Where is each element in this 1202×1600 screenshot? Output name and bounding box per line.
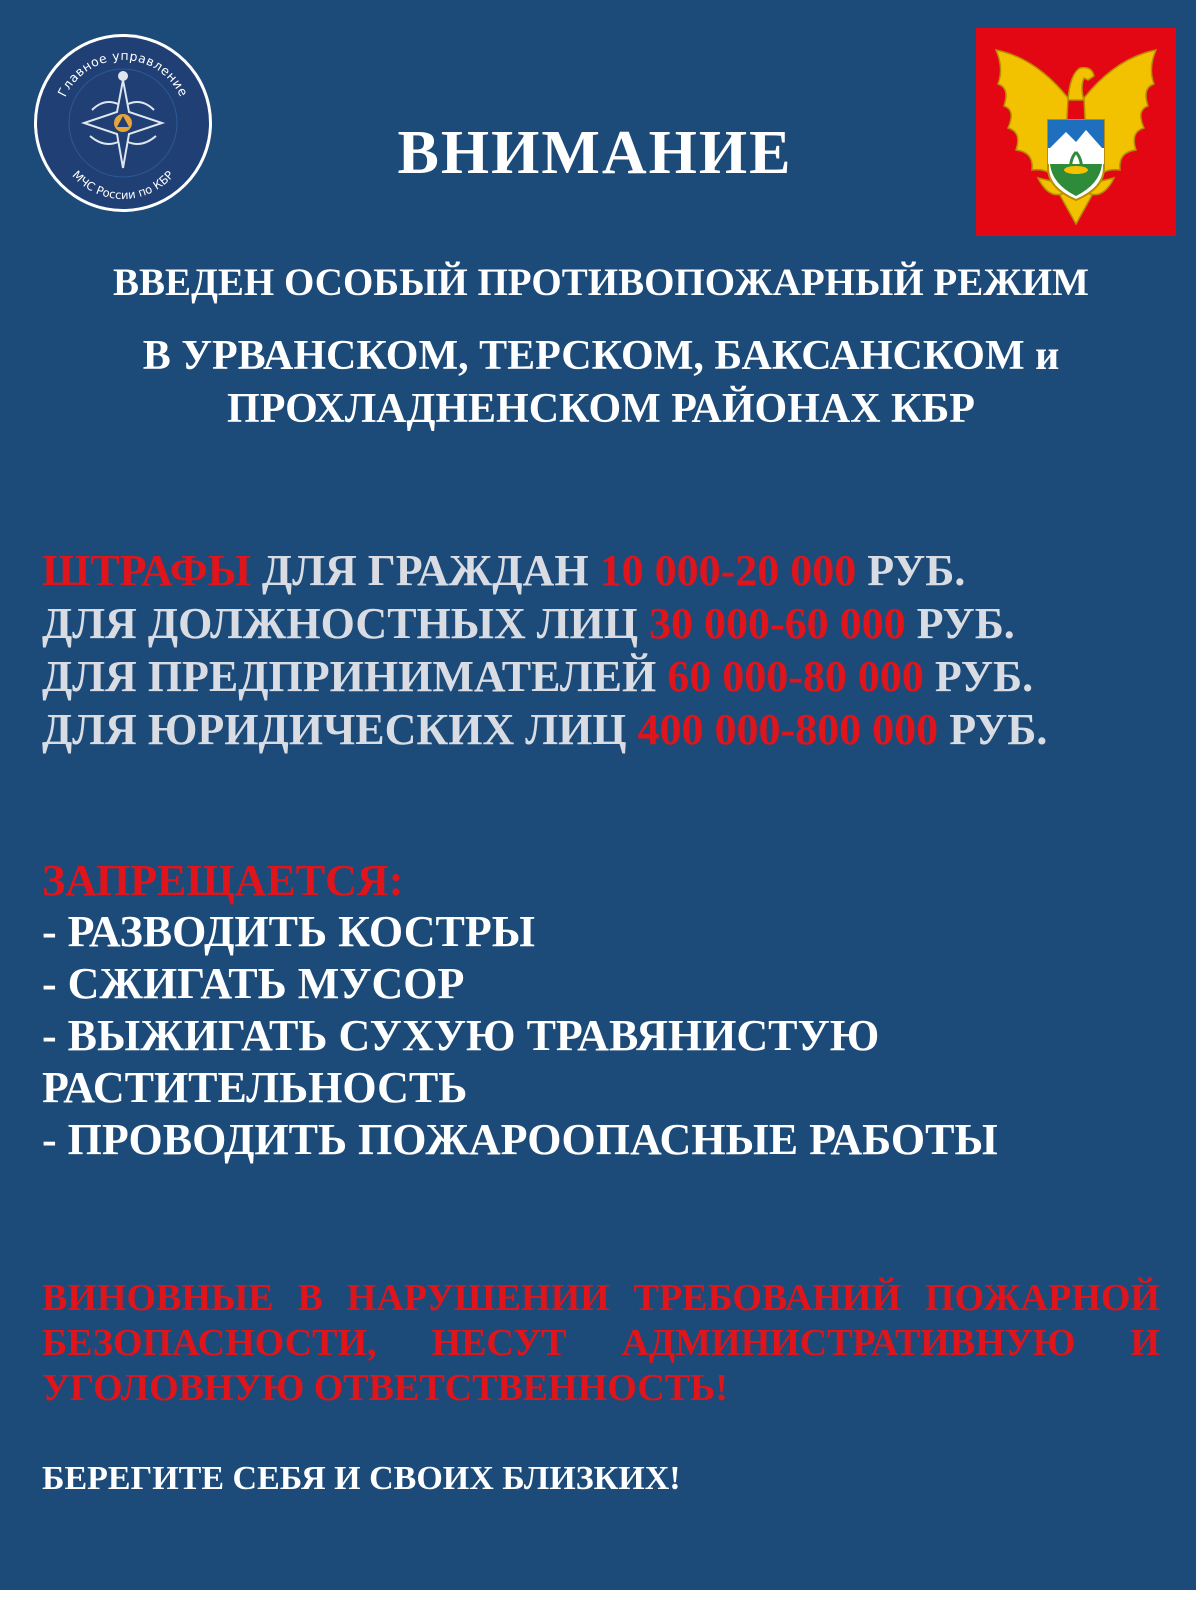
closing-message: БЕРЕГИТЕ СЕБЯ И СВОИХ БЛИЗКИХ! <box>42 1460 681 1497</box>
fine-row-entrepreneurs <box>42 650 1192 703</box>
fine-label: ДЛЯ ДОЛЖНОСТНЫХ ЛИЦ <box>42 599 638 648</box>
districts-line-1: В УРВАНСКОМ, ТЕРСКОМ, БАКСАНСКОМ и <box>142 333 1060 379</box>
kbr-coat-of-arms-icon <box>976 28 1176 236</box>
emercom-emblem-icon <box>32 32 214 214</box>
fines-block <box>42 544 1192 756</box>
list-item: - РАЗВОДИТЬ КОСТРЫ <box>42 907 535 956</box>
fine-unit: РУБ. <box>934 652 1034 701</box>
fine-amount: 60 000-80 000 <box>667 652 924 701</box>
liability-warning: ВИНОВНЫЕ В НАРУШЕНИИ ТРЕБОВАНИЙ ПОЖАРНОЙ БЕЗОПАСНОСТИ, НЕСУТ АДМИНИСТРАТИВНУЮ И УГОЛОВНУЮ ОТВЕТСТВЕННОСТЬ! <box>42 1277 1160 1409</box>
fine-unit: РУБ. <box>916 599 1015 648</box>
fine-label: ДЛЯ ПРЕДПРИНИМАТЕЛЕЙ <box>42 652 657 701</box>
page-title: ВНИМАНИЕ <box>397 119 793 187</box>
logo-top-text: Главное управление <box>54 47 192 100</box>
fine-row-officials <box>42 597 1192 650</box>
fine-label: ДЛЯ ГРАЖДАН <box>261 546 589 595</box>
fine-row-citizens <box>42 544 1192 597</box>
list-item: - ВЫЖИГАТЬ СУХУЮ ТРАВЯНИСТУЮ <box>42 1011 880 1060</box>
fine-label: ДЛЯ ЮРИДИЧЕСКИХ ЛИЦ <box>42 705 627 754</box>
fine-unit: РУБ. <box>867 546 966 595</box>
regime-notice: ВВЕДЕН ОСОБЫЙ ПРОТИВОПОЖАРНЫЙ РЕЖИМ <box>113 261 1089 304</box>
fine-amount: 10 000-20 000 <box>599 546 857 595</box>
bottom-border <box>0 1590 1202 1600</box>
fine-unit: РУБ. <box>949 705 1048 754</box>
logo-bottom-text: МЧС России по КБР <box>69 167 177 203</box>
list-item: РАСТИТЕЛЬНОСТЬ <box>42 1063 468 1112</box>
prohibited-list <box>42 906 1162 1166</box>
right-border <box>1196 0 1202 1600</box>
prohibited-title: ЗАПРЕЩАЕТСЯ: <box>42 856 404 905</box>
districts-line-2: ПРОХЛАДНЕНСКОМ РАЙОНАХ КБР <box>227 386 975 432</box>
fine-row-legal-entities <box>42 703 1192 756</box>
fines-heading: ШТРАФЫ <box>42 546 251 595</box>
list-item: - СЖИГАТЬ МУСОР <box>42 959 465 1008</box>
fine-amount: 400 000-800 000 <box>637 705 939 754</box>
fine-amount: 30 000-60 000 <box>648 599 906 648</box>
list-item: - ПРОВОДИТЬ ПОЖАРООПАСНЫЕ РАБОТЫ <box>42 1115 998 1164</box>
